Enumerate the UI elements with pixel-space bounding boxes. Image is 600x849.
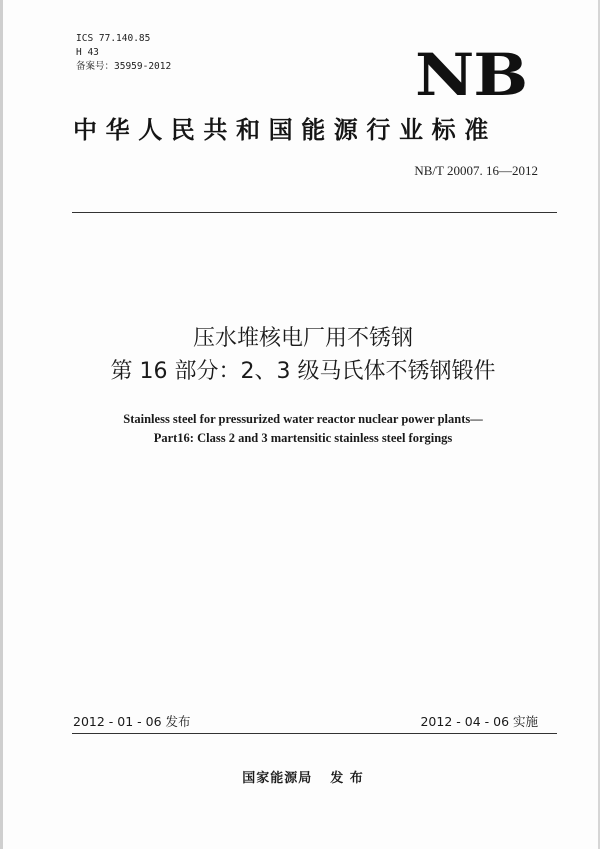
header-divider: [72, 212, 557, 213]
classification-block: [76, 32, 171, 74]
document-title-zh: [3, 322, 600, 388]
title-zh-line1: 压水堆核电厂用不锈钢: [192, 326, 413, 351]
title-en-line2: Part16: Class 2 and 3 martensitic stainless steel forgings: [153, 431, 453, 445]
title-en-line1: Stainless steel for pressurized water reactor nuclear power plants—: [123, 412, 483, 426]
document-title-en: [3, 410, 600, 448]
ics-code: ICS 77.140.85: [76, 33, 151, 44]
issue-date: 2012 - 01 - 06 发布: [73, 714, 191, 729]
nb-logo: NB: [415, 41, 528, 109]
standard-category-title: 中华人民共和国能源行业标准: [73, 116, 497, 144]
implementation-date: 2012 - 04 - 06 实施: [420, 714, 538, 729]
issuing-authority: [3, 770, 600, 788]
record-number: 备案号：35959-2012: [76, 61, 172, 72]
standard-number: NB/T 20007. 16—2012: [414, 163, 538, 178]
title-zh-line2: 第 16 部分：2、3 级马氏体不锈钢锻件: [110, 359, 496, 384]
class-code: H 43: [76, 47, 99, 58]
issuer-name: 国家能源局: [242, 771, 313, 786]
issuer-action: 发 布: [330, 771, 364, 786]
footer-divider: [72, 733, 557, 734]
